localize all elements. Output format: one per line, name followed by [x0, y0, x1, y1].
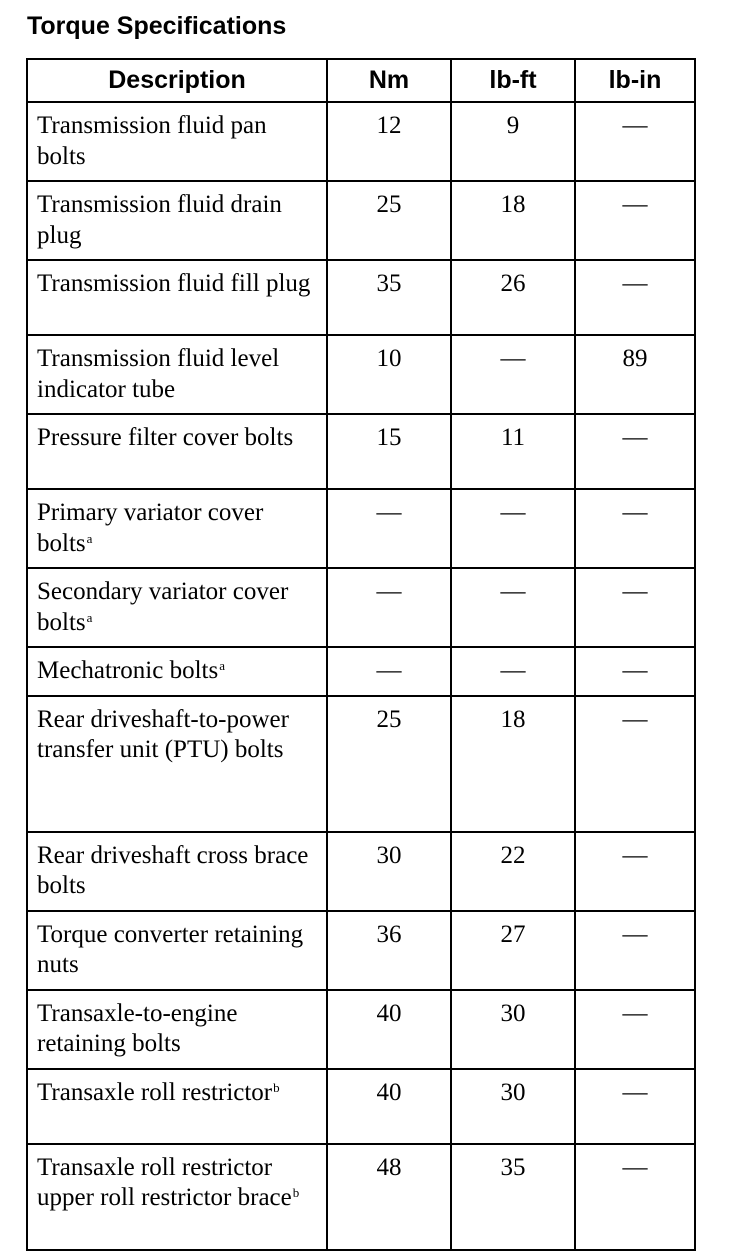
- header-nm: Nm: [327, 59, 451, 102]
- cell-lbft: 30: [451, 1069, 575, 1144]
- cell-lbin: —: [575, 568, 695, 647]
- table-row: [27, 568, 695, 647]
- cell-nm: 40: [327, 1069, 451, 1144]
- cell-lbin: —: [575, 260, 695, 335]
- header-lbin: lb-in: [575, 59, 695, 102]
- cell-lbin: —: [575, 181, 695, 260]
- table-row: [27, 489, 695, 568]
- cell-nm: 30: [327, 832, 451, 911]
- table-row: [27, 1069, 695, 1144]
- cell-lbft: —: [451, 489, 575, 568]
- cell-description: [27, 911, 327, 990]
- description-text: Secondary variator cover bolts: [37, 578, 289, 636]
- cell-lbin: —: [575, 647, 695, 696]
- cell-description: [27, 260, 327, 335]
- cell-lbin: —: [575, 102, 695, 181]
- header-lbft: lb-ft: [451, 59, 575, 102]
- cell-description: [27, 647, 327, 696]
- cell-description: [27, 181, 327, 260]
- cell-description: [27, 568, 327, 647]
- cell-nm: 15: [327, 414, 451, 489]
- cell-nm: 25: [327, 696, 451, 832]
- footnote-marker: a: [219, 658, 225, 673]
- header-row: [27, 59, 695, 102]
- cell-lbft: 9: [451, 102, 575, 181]
- description-text: Transmission fluid level indicator tube: [37, 345, 280, 403]
- cell-lbft: —: [451, 568, 575, 647]
- cell-lbft: 11: [451, 414, 575, 489]
- table-row: [27, 911, 695, 990]
- cell-lbft: 22: [451, 832, 575, 911]
- cell-lbft: 18: [451, 696, 575, 832]
- table-row: [27, 102, 695, 181]
- cell-description: [27, 1069, 327, 1144]
- cell-lbin: —: [575, 911, 695, 990]
- cell-description: [27, 990, 327, 1069]
- cell-lbin: —: [575, 832, 695, 911]
- cell-description: [27, 335, 327, 414]
- cell-nm: —: [327, 647, 451, 696]
- description-text: Pressure filter cover bolts: [37, 424, 294, 451]
- cell-nm: 36: [327, 911, 451, 990]
- description-text: Transaxle-to-engine retaining bolts: [37, 999, 238, 1057]
- description-text: Transmission fluid pan bolts: [37, 112, 267, 170]
- description-text: Transmission fluid drain plug: [37, 191, 282, 249]
- description-text: Transaxle roll restrictor: [37, 1078, 273, 1106]
- cell-lbin: 89: [575, 335, 695, 414]
- description-text: Transaxle roll restrictor upper roll restrictor brace: [37, 1153, 292, 1211]
- cell-nm: 48: [327, 1144, 451, 1250]
- cell-lbft: 27: [451, 911, 575, 990]
- footnote-marker: a: [86, 609, 93, 625]
- cell-lbin: —: [575, 489, 695, 568]
- table-row: [27, 335, 695, 414]
- cell-description: [27, 832, 327, 911]
- cell-description: [27, 1144, 327, 1250]
- cell-nm: —: [327, 489, 451, 568]
- description-text: Primary variator cover bolts: [37, 499, 264, 557]
- cell-lbft: 30: [451, 990, 575, 1069]
- torque-spec-table: [26, 58, 696, 1251]
- cell-lbft: 26: [451, 260, 575, 335]
- cell-lbft: —: [451, 335, 575, 414]
- cell-lbin: —: [575, 990, 695, 1069]
- cell-nm: 10: [327, 335, 451, 414]
- cell-nm: 40: [327, 990, 451, 1069]
- description-text: Rear driveshaft cross brace bolts: [37, 841, 309, 899]
- footnote-marker: b: [292, 1185, 300, 1200]
- table-row: [27, 990, 695, 1069]
- page-title: Torque Specifications: [27, 12, 287, 40]
- cell-nm: 25: [327, 181, 451, 260]
- cell-lbft: 35: [451, 1144, 575, 1250]
- cell-description: [27, 696, 327, 832]
- table-row: [27, 1144, 695, 1250]
- cell-description: [27, 414, 327, 489]
- cell-lbin: —: [575, 1069, 695, 1144]
- description-text: Mechatronic bolts: [37, 657, 219, 684]
- cell-lbin: —: [575, 696, 695, 832]
- table-row: [27, 414, 695, 489]
- table-body: [27, 102, 695, 1250]
- description-text: Transmission fluid fill plug: [37, 270, 311, 297]
- table-row: [27, 647, 695, 696]
- cell-lbft: 18: [451, 181, 575, 260]
- footnote-marker: b: [273, 1079, 280, 1095]
- cell-lbin: —: [575, 1144, 695, 1250]
- cell-nm: 12: [327, 102, 451, 181]
- table-row: [27, 181, 695, 260]
- header-description: Description: [27, 59, 327, 102]
- table-row: [27, 696, 695, 832]
- cell-description: [27, 102, 327, 181]
- description-text: Torque converter retaining nuts: [37, 920, 304, 978]
- cell-lbft: —: [451, 647, 575, 696]
- table-row: [27, 260, 695, 335]
- cell-lbin: —: [575, 414, 695, 489]
- footnote-marker: a: [86, 530, 93, 546]
- cell-description: [27, 489, 327, 568]
- cell-nm: 35: [327, 260, 451, 335]
- cell-nm: —: [327, 568, 451, 647]
- description-text: Rear driveshaft-to-power transfer unit (PTU) bolts: [37, 705, 289, 763]
- table-row: [27, 832, 695, 911]
